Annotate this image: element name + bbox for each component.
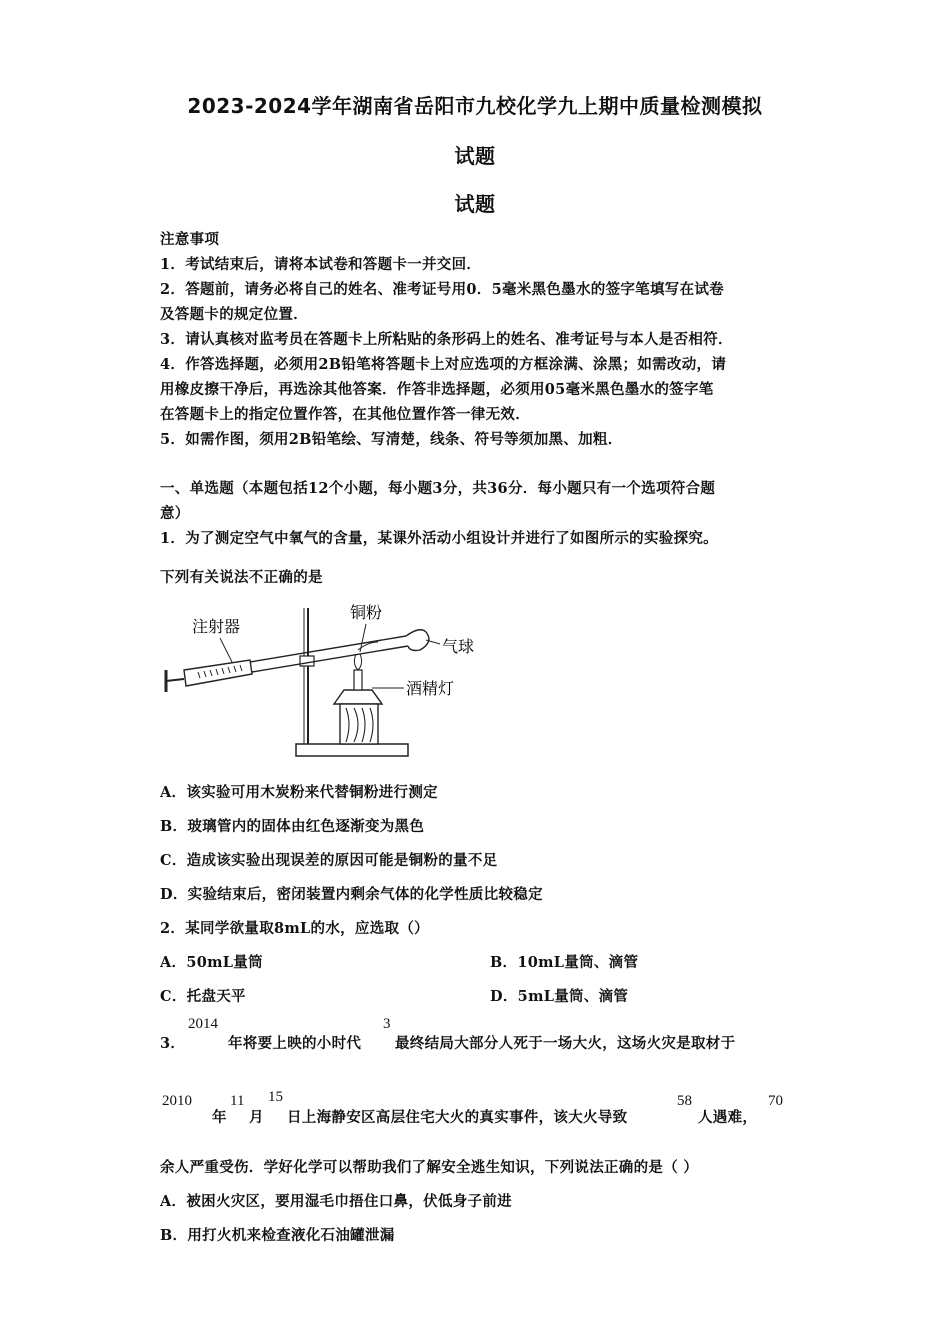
q3-text-line-3: 余人严重受伤．学好化学可以帮助我们了解安全逃生知识，下列说法正确的是（ ） <box>160 1159 699 1176</box>
q1-option-c: C．造成该实验出现误差的原因可能是铜粉的量不足 <box>160 852 498 869</box>
q1-stem-line-1: 1．为了测定空气中氧气的含量，某课外活动小组设计并进行了如图所示的实验探究。 <box>160 530 718 547</box>
notice-item-4b: 用橡皮擦干净后，再选涂其他答案．作答非选择题，必须用05毫米黑色墨水的签字笔 <box>160 381 714 398</box>
q3-text-2: 最终结局大部分人死于一场大火，这场火灾是取材于 <box>395 1035 736 1052</box>
notice-item-1: 1．考试结束后，请将本试卷和答题卡一并交回． <box>160 256 482 273</box>
q2-option-b: B．10mL量筒、滴管 <box>490 954 639 971</box>
notice-item-4a: 4．作答选择题，必须用2B铅笔将答题卡上对应选项的方框涂满、涂黑；如需改动，请 <box>160 356 727 373</box>
notice-item-2a: 2．答题前，请务必将自己的姓名、准考证号用0．5毫米黑色墨水的签字笔填写在试卷 <box>160 281 724 298</box>
q2-option-a: A．50mL量筒 <box>160 954 263 971</box>
q3-text-4: 人遇难， <box>698 1109 758 1126</box>
q3-text-year: 年 <box>212 1109 227 1126</box>
q3-number: 3． <box>160 1035 186 1052</box>
label-copper-powder: 铜粉 <box>350 603 383 622</box>
notice-heading: 注意事项 <box>160 231 220 248</box>
alcohol-lamp <box>334 654 404 744</box>
q3-option-b: B．用打火机来检查液化石油罐泄漏 <box>160 1227 395 1244</box>
balloon <box>406 630 440 651</box>
q2-option-c: C．托盘天平 <box>160 988 246 1005</box>
q1-option-d: D．实验结束后，密闭装置内剩余气体的化学性质比较稳定 <box>160 886 543 903</box>
q3-deaths-58: 58 <box>677 1093 692 1109</box>
q3-year-2014: 2014 <box>188 1016 218 1032</box>
label-balloon: 气球 <box>442 637 475 656</box>
section-1-heading-cont: 意） <box>160 505 190 522</box>
q3-text-month: 月 <box>249 1109 264 1126</box>
q1-option-b: B．玻璃管内的固体由红色逐渐变为黑色 <box>160 818 425 835</box>
glass-tube <box>250 636 408 672</box>
iron-stand <box>300 608 314 744</box>
q2-option-d: D．5mL量筒、滴管 <box>490 988 629 1005</box>
q3-text-1: 年将要上映的小时代 <box>228 1035 362 1052</box>
q3-part-3: 3 <box>383 1016 391 1032</box>
q1-stem-line-2: 下列有关说法不正确的是 <box>160 569 323 586</box>
q2-stem: 2．某同学欲量取8mL的水，应选取（） <box>160 920 429 937</box>
notice-item-3: 3．请认真核对监考员在答题卡上所粘贴的条形码上的姓名、准考证号与本人是否相符． <box>160 331 733 348</box>
q3-year-2010: 2010 <box>162 1093 192 1109</box>
label-syringe: 注射器 <box>192 617 241 636</box>
q1-option-a: A．该实验可用木炭粉来代替铜粉进行测定 <box>160 784 438 801</box>
q1-experiment-diagram <box>158 598 488 766</box>
q3-injured-70: 70 <box>768 1093 783 1109</box>
notice-item-4c: 在答题卡上的指定位置作答，在其他位置作答一律无效． <box>160 406 530 423</box>
section-1-heading: 一、单选题（本题包括12个小题，每小题3分，共36分．每小题只有一个选项符合题 <box>160 480 716 497</box>
base-plate <box>296 744 408 756</box>
q3-text-3: 日上海静安区高层住宅大火的真实事件，该大火导致 <box>287 1109 628 1126</box>
document-title-line-1: 2023-2024学年湖南省岳阳市九校化学九上期中质量检测模拟 <box>187 94 763 118</box>
q3-month-11: 11 <box>230 1093 245 1109</box>
q3-option-a: A．被困火灾区，要用湿毛巾捂住口鼻，伏低身子前进 <box>160 1193 512 1210</box>
syringe <box>166 660 252 692</box>
q3-day-15: 15 <box>268 1089 283 1105</box>
document-title-line-2: 试题 <box>454 144 496 168</box>
document-title-line-3: 试题 <box>454 192 496 216</box>
notice-item-5: 5．如需作图，须用2B铅笔绘、写清楚，线条、符号等须加黑、加粗． <box>160 431 623 448</box>
notice-item-2b: 及答题卡的规定位置． <box>160 306 308 323</box>
label-alcohol-lamp: 酒精灯 <box>406 679 455 698</box>
